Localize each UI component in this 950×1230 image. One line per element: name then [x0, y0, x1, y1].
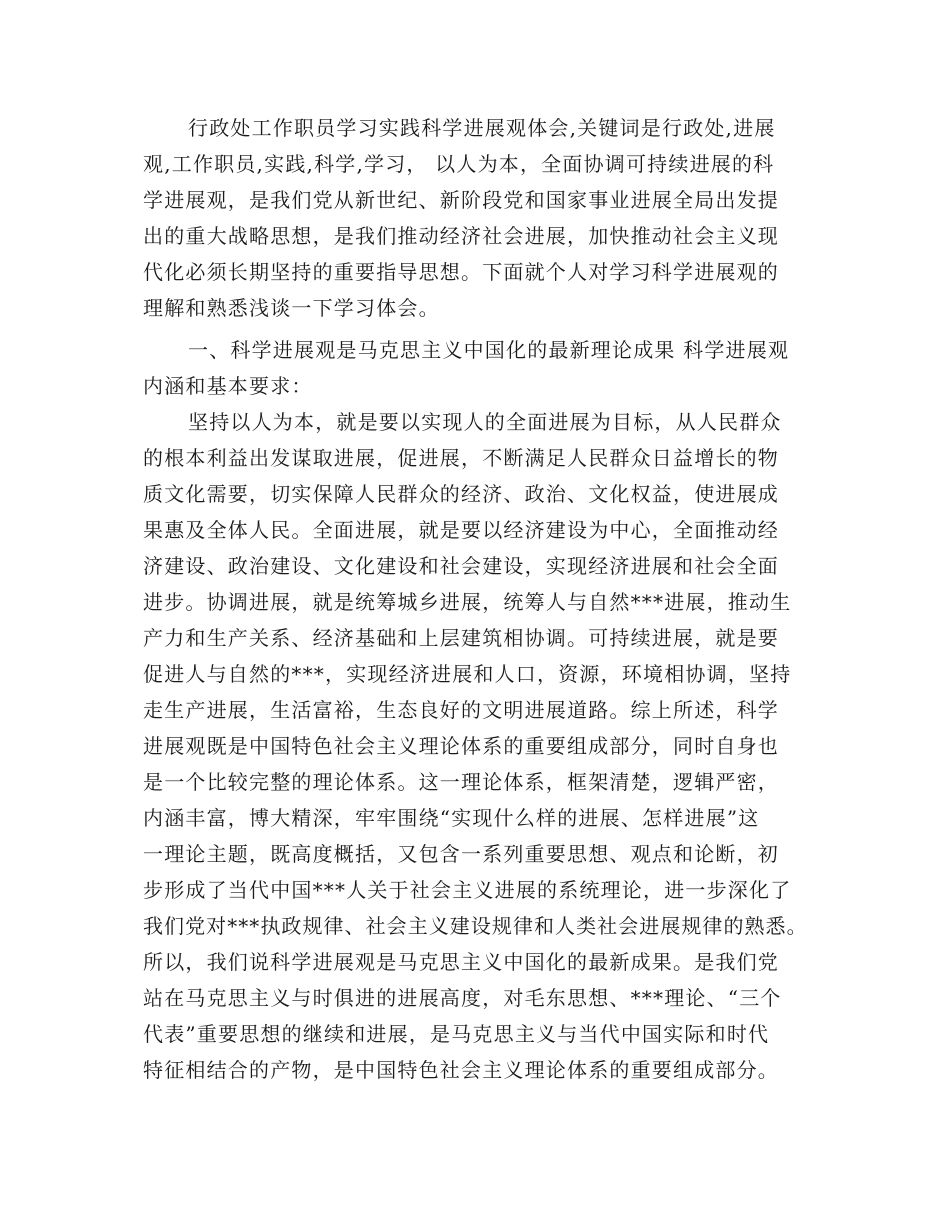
text-line: 我们党对***执政规律、社会主义建设规律和人类社会进展规律的熟悉。 — [143, 914, 808, 938]
text-line: 代表”重要思想的继续和进展，是马克思主义与当代中国实际和时代 — [143, 1022, 770, 1046]
text-line: 走生产进展，生活富裕，生态良好的文明进展道路。综上所述，科学 — [143, 698, 779, 722]
text-line: 是一个比较完整的理论体系。这一理论体系，框架清楚，逻辑严密， — [143, 770, 779, 794]
text-line: 理解和熟悉浅谈一下学习体会。 — [143, 296, 440, 320]
text-line: 学进展观，是我们党从新世纪、新阶段党和国家事业进展全局出发提 — [143, 188, 779, 212]
text-line: 内涵和基本要求： — [143, 374, 313, 398]
text-line: 所以，我们说科学进展观是马克思主义中国化的最新成果。是我们党 — [143, 950, 779, 974]
text-line: 特征相结合的产物，是中国特色社会主义理论体系的重要组成部分。 — [143, 1058, 779, 1082]
text-line: 内涵丰富，博大精深，牢牢围绕“实现什么样的进展、怎样进展”这 — [143, 806, 760, 830]
text-line: 一理论主题，既高度概括，又包含一系列重要思想、观点和论断，初 — [143, 842, 779, 866]
text-line: 进展观既是中国特色社会主义理论体系的重要组成部分，同时自身也 — [143, 734, 779, 758]
text-line: 进步。协调进展，就是统筹城乡进展，统筹人与自然***进展，推动生 — [143, 590, 792, 614]
text-line: 站在马克思主义与时俱进的进展高度，对毛东思想、***理论、“三个 — [143, 986, 782, 1010]
text-line: 观,工作职员,实践,科学,学习， 以人为本，全面协调可持续进展的科 — [143, 152, 775, 176]
text-line: 济建设、政治建设、文化建设和社会建设，实现经济进展和社会全面 — [143, 554, 779, 578]
text-line: 产力和生产关系、经济基础和上层建筑相协调。可持续进展，就是要 — [143, 626, 779, 650]
text-line: 果惠及全体人民。全面进展，就是要以经济建设为中心，全面推动经 — [143, 518, 779, 542]
text-line: 出的重大战略思想，是我们推动经济社会进展，加快推动社会主义现 — [143, 224, 779, 248]
text-line: 促进人与自然的***，实现经济进展和人口，资源，环境相协调，坚持 — [143, 662, 792, 686]
text-line: 质文化需要，切实保障人民群众的经济、政治、文化权益，使进展成 — [143, 482, 779, 506]
text-line: 步形成了当代中国***人关于社会主义进展的系统理论，进一步深化了 — [143, 878, 792, 902]
section-heading: 一、科学进展观是马克思主义中国化的最新理论成果 科学进展观 — [188, 338, 790, 362]
text-line: 行政处工作职员学习实践科学进展观体会,关键词是行政处,进展 — [188, 116, 776, 140]
text-line: 的根本利益出发谋取进展，促进展，不断满足人民群众日益增长的物 — [143, 446, 779, 470]
text-line: 坚持以人为本，就是要以实现人的全面进展为目标，从人民群众 — [188, 410, 782, 434]
text-line: 代化必须长期坚持的重要指导思想。下面就个人对学习科学进展观的 — [143, 260, 779, 284]
